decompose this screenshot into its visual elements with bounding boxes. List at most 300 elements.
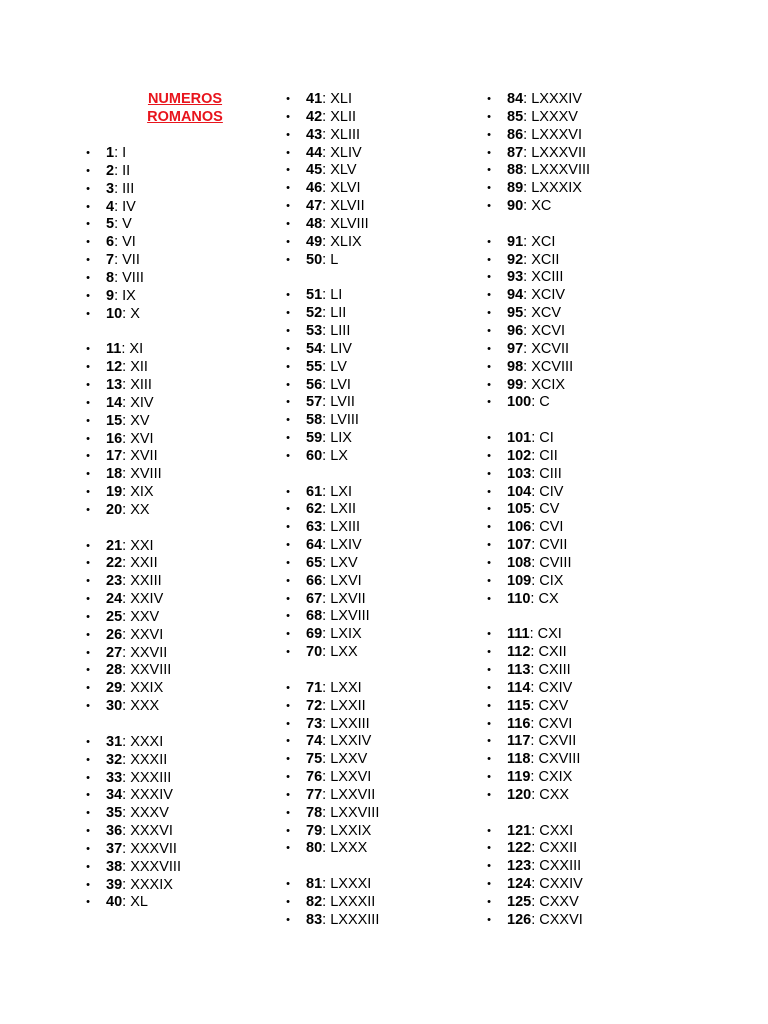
list-item [485,698,590,716]
separator: : [523,144,532,161]
separator: : [530,697,539,714]
list-spacer [284,466,379,484]
bullet-icon: • [487,753,491,766]
roman-numeral: LVII [330,394,355,411]
arabic-number: 11 [106,341,122,358]
roman-numeral: CIII [539,465,562,482]
roman-numeral: XCVII [531,340,570,357]
separator: : [531,858,540,875]
arabic-number: 86 [507,126,524,143]
separator: : [122,376,131,393]
separator: : [322,554,331,571]
roman-numeral: CXIII [538,662,571,678]
arabic-number: 15 [106,412,123,429]
list-item [485,359,590,377]
arabic-number: 17 [106,448,123,465]
separator: : [523,91,532,107]
list-item [284,323,379,341]
arabic-number: 35 [106,805,123,822]
bullet-icon: • [86,503,90,516]
bullet-icon: • [487,592,491,605]
list-item [485,858,590,876]
arabic-number: 43 [306,126,323,143]
roman-numeral: LXVI [330,572,362,589]
list-item [84,734,181,752]
roman-numeral: XXX [130,698,160,715]
bullet-icon: • [86,414,90,427]
bullet-icon: • [487,342,491,355]
bullet-icon: • [487,664,491,676]
roman-numeral: CXXIII [539,858,582,875]
roman-numeral: LXV [330,554,358,571]
bullet-icon: • [286,128,290,141]
separator: : [523,180,532,197]
list-item [84,199,181,217]
roman-numeral: LVIII [330,412,359,429]
separator: : [322,644,331,661]
arabic-number: 2 [106,162,115,179]
roman-numeral: X [130,305,140,322]
arabic-number: 87 [507,144,524,161]
roman-numeral: CXVIII [538,751,581,768]
roman-numeral: XII [130,359,148,376]
separator: : [122,787,131,804]
arabic-number: 12 [106,359,123,376]
separator: : [114,198,123,215]
list-item [84,877,181,895]
list-item [485,180,590,198]
bullet-icon: • [487,360,491,373]
separator: : [530,733,539,750]
separator: : [531,394,540,411]
bullet-icon: • [86,664,90,677]
bullet-icon: • [86,289,90,302]
separator: : [122,858,131,875]
roman-numeral: XXVI [130,626,164,643]
separator: : [122,805,131,822]
bullet-icon: • [286,217,290,230]
roman-numeral: XV [130,412,150,429]
list-item [84,787,181,805]
roman-numeral: XX [130,501,150,518]
list-item [84,502,181,520]
separator: : [322,822,331,839]
list-item [84,645,181,663]
list-item [284,537,379,555]
list-item [84,181,181,199]
list-item [485,662,590,680]
separator: : [122,662,131,679]
roman-numeral: LXXVI [330,769,372,786]
bullet-icon: • [286,646,290,659]
arabic-number: 13 [106,376,123,393]
list-item [84,377,181,395]
roman-numeral: CXXVI [539,911,583,928]
bullet-icon: • [86,842,90,855]
list-item [485,591,590,609]
arabic-number: 6 [106,234,115,251]
arabic-number: 19 [106,484,123,501]
roman-numeral: LIII [330,322,351,339]
arabic-number: 18 [106,466,123,483]
bullet-icon: • [286,396,290,409]
bullet-icon: • [487,717,491,730]
list-item [485,519,590,537]
roman-numeral: LXXXVIII [531,162,591,179]
separator: : [523,233,532,250]
list-item [284,412,379,430]
arabic-number: 98 [507,358,524,375]
bullet-icon: • [487,895,491,908]
bullet-icon: • [286,93,290,105]
roman-numeral: XCII [531,251,560,268]
list-item [485,234,590,252]
separator: : [523,322,532,339]
bullet-icon: • [86,200,90,213]
bullet-icon: • [286,842,290,855]
bullet-icon: • [487,396,491,409]
roman-numeral: CVII [539,537,568,554]
bullet-icon: • [487,699,491,712]
separator: : [114,216,123,233]
arabic-number: 49 [306,233,323,250]
separator: : [322,876,331,893]
list-item [84,698,181,716]
bullet-icon: • [487,235,491,248]
separator: : [122,769,131,786]
bullet-icon: • [487,539,491,552]
arabic-number: 84 [507,91,524,107]
bullet-icon: • [286,556,290,569]
bullet-icon: • [86,860,90,873]
separator: : [322,519,331,536]
roman-numeral: XXXI [130,733,164,750]
arabic-number: 25 [106,608,123,625]
arabic-number: 16 [106,430,123,447]
arabic-number: 111 [507,626,530,643]
arabic-number: 47 [306,198,323,215]
list-item [485,716,590,734]
separator: : [322,804,331,821]
bullet-icon: • [487,164,491,177]
roman-numeral: XVI [130,430,154,447]
bullet-icon: • [86,361,90,374]
separator: : [122,680,131,697]
roman-numeral: LXIV [330,537,362,554]
list-item [284,680,379,698]
list-item [485,501,590,519]
bullet-icon: • [487,771,491,784]
arabic-number: 63 [306,519,323,536]
roman-numeral: XVII [130,448,158,465]
separator: : [322,697,331,714]
roman-numeral: CIV [539,483,564,500]
roman-numeral: XXXII [130,751,168,768]
list-item [284,591,379,609]
bullet-icon: • [487,146,491,159]
arabic-number: 70 [306,644,323,661]
arabic-number: 30 [106,698,123,715]
separator: : [322,733,331,750]
arabic-number: 119 [507,769,531,786]
roman-numeral: VI [122,234,136,251]
separator: : [322,394,331,411]
arabic-number: 64 [306,537,323,554]
arabic-number: 116 [507,715,531,732]
roman-numeral: I [122,145,127,161]
roman-numeral: LV [330,358,347,375]
roman-numeral: XXXVIII [130,858,181,875]
list-item [84,306,181,324]
separator: : [322,340,331,357]
bullet-icon: • [487,913,491,926]
roman-numeral: LXXII [330,697,366,714]
separator: : [531,447,540,464]
separator: : [322,608,331,625]
bullet-icon: • [286,503,290,516]
list-item [485,537,590,555]
bullet-icon: • [487,860,491,873]
bullet-icon: • [86,539,90,552]
list-item [284,430,379,448]
bullet-icon: • [86,575,90,588]
roman-numeral: XCIV [531,287,566,304]
bullet-icon: • [86,789,90,802]
roman-numeral: LXXIV [330,733,372,750]
bullet-icon: • [487,878,491,891]
arabic-number: 99 [507,376,524,393]
list-item [84,431,181,449]
roman-numeral: LXXVII [330,786,376,803]
list-spacer [485,805,590,823]
separator: : [122,359,131,376]
roman-numeral: XCI [531,233,556,250]
separator: : [322,715,331,732]
separator: : [122,305,131,322]
list-item [485,484,590,502]
separator: : [531,554,540,571]
bullet-icon: • [86,450,90,463]
arabic-number: 66 [306,572,323,589]
arabic-number: 76 [306,769,323,786]
bullet-icon: • [487,93,491,105]
arabic-number: 120 [507,786,532,803]
roman-numeral: III [122,180,135,197]
bullet-icon: • [286,235,290,248]
numeral-list-column-3 [485,91,590,930]
separator: : [322,233,331,250]
roman-numeral: C [539,394,550,411]
separator: : [322,91,331,107]
list-item [84,234,181,252]
list-item [284,252,379,270]
bullet-icon: • [86,378,90,391]
list-item [485,145,590,163]
roman-numeral: CXV [538,697,569,714]
roman-numeral: XLII [330,108,356,125]
separator: : [322,215,331,232]
bullet-icon: • [286,681,290,694]
arabic-number: 52 [306,305,323,322]
list-item [84,591,181,609]
roman-numeral: LIV [330,340,352,357]
separator: : [322,358,331,375]
list-item [485,377,590,395]
roman-numeral: XXVII [130,644,168,661]
arabic-number: 55 [306,358,323,375]
roman-numeral: XCVIII [531,358,574,375]
arabic-number: 123 [507,858,532,875]
arabic-number: 122 [507,840,532,857]
separator: : [122,840,131,857]
arabic-number: 109 [507,572,532,589]
list-item [284,394,379,412]
roman-numeral: CVI [539,519,564,536]
list-item [485,787,590,805]
bullet-icon: • [286,342,290,355]
separator: : [523,162,532,179]
arabic-number: 107 [507,537,532,554]
list-item [485,198,590,216]
list-item [284,733,379,751]
bullet-icon: • [487,521,491,534]
separator: : [322,501,331,518]
separator: : [322,108,331,125]
list-item [284,91,379,109]
arabic-number: 56 [306,376,323,393]
bullet-icon: • [86,218,90,231]
bullet-icon: • [286,521,290,534]
bullet-icon: • [86,432,90,445]
roman-numeral: XXXV [130,805,169,822]
bullet-icon: • [286,378,290,391]
roman-numeral: XXIII [130,573,162,590]
arabic-number: 67 [306,590,323,607]
arabic-number: 69 [306,626,323,643]
page-title-line-1: NUMEROS [147,91,223,107]
separator: : [122,448,131,465]
separator: : [122,626,131,643]
list-item [84,395,181,413]
arabic-number: 95 [507,305,524,322]
separator: : [322,626,331,643]
roman-numeral: XXII [130,555,158,572]
arabic-number: 121 [507,822,532,839]
bullet-icon: • [86,254,90,267]
arabic-number: 36 [106,823,123,840]
list-item [485,305,590,323]
arabic-number: 31 [106,733,123,750]
bullet-icon: • [86,271,90,284]
arabic-number: 74 [306,733,323,750]
bullet-icon: • [487,485,491,498]
roman-numeral: CXXV [539,893,579,910]
list-spacer [84,716,181,734]
separator: : [523,376,532,393]
roman-numeral: XXV [130,608,160,625]
separator: : [122,876,131,893]
bullet-icon: • [487,182,491,195]
list-spacer [84,520,181,538]
numeral-list-column-1 [84,145,181,912]
list-item [485,894,590,912]
roman-numeral: XLVIII [330,215,369,232]
bullet-icon: • [86,628,90,641]
bullet-icon: • [487,574,491,587]
separator: : [523,251,532,268]
arabic-number: 42 [306,108,323,125]
list-item [284,716,379,734]
separator: : [531,876,540,893]
page-title-line-2: ROMANOS [147,108,223,125]
separator: : [114,269,123,286]
bullet-icon: • [86,807,90,820]
bullet-icon: • [286,164,290,177]
bullet-icon: • [286,895,290,908]
roman-numeral: XLVI [330,180,361,197]
list-item [84,216,181,234]
list-spacer [284,662,379,680]
arabic-number: 73 [306,715,323,732]
list-item [284,162,379,180]
list-item [84,484,181,502]
list-item [485,341,590,359]
roman-numeral: LX [330,447,348,464]
bullet-icon: • [286,913,290,926]
separator: : [122,591,131,608]
list-item [485,269,590,287]
arabic-number: 101 [507,430,532,447]
arabic-number: 110 [507,590,531,607]
bullet-icon: • [487,556,491,569]
roman-numeral: LXXX [330,840,368,857]
bullet-icon: • [487,681,491,694]
separator: : [322,590,331,607]
arabic-number: 4 [106,198,115,215]
list-item [84,270,181,288]
list-item [84,841,181,859]
arabic-number: 81 [306,876,323,893]
roman-numeral: CIX [539,572,564,589]
arabic-number: 93 [507,269,524,286]
roman-numeral: XCIII [531,269,564,286]
bullet-icon: • [86,753,90,766]
roman-numeral: CXXII [539,840,578,857]
list-item [485,127,590,145]
list-item [284,359,379,377]
arabic-number: 112 [507,644,531,661]
list-item [485,840,590,858]
roman-numeral: XIX [130,484,154,501]
list-item [284,234,379,252]
list-item [284,448,379,466]
roman-numeral: XLIII [330,126,361,143]
arabic-number: 88 [507,162,524,179]
roman-numeral: XCIX [531,376,566,393]
bullet-icon: • [86,700,90,713]
separator: : [121,341,130,358]
bullet-icon: • [286,253,290,266]
arabic-number: 14 [106,394,123,411]
bullet-icon: • [286,110,290,123]
roman-numeral: LIX [330,430,352,447]
roman-numeral: V [122,216,132,233]
roman-numeral: L [330,251,339,268]
separator: : [531,483,540,500]
list-item [485,912,590,930]
list-item [485,466,590,484]
roman-numeral: LXXXIX [531,180,582,197]
